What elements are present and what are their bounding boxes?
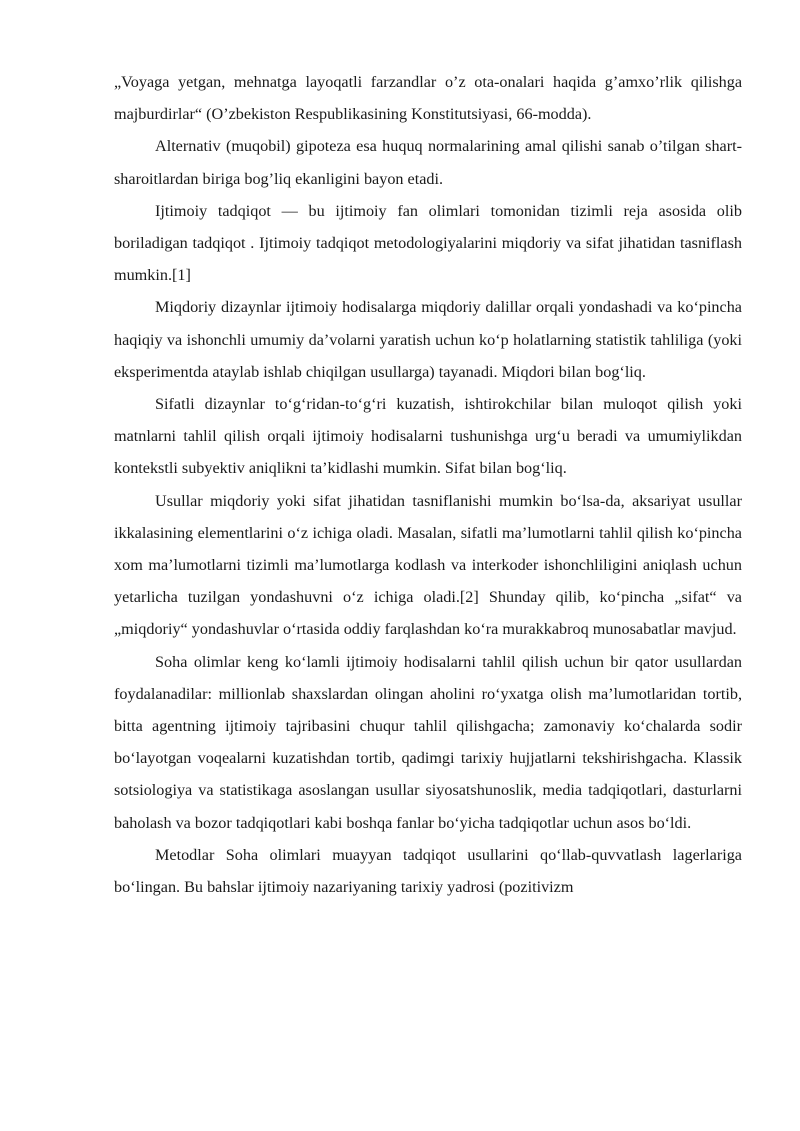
paragraph-quantitative-designs: Miqdoriy dizaynlar ijtimoiy hodisalarga miqdoriy dalillar orqali yondashadi va ko‘pincha haqiqiy va ishonchli umumiy da’volarni yaratish uchun ko‘p holatlarning statistik tahliliga (yoki eksperimentda ataylab ishlab chiqilgan usullarga) tayanadi. Miqdori bilan bog‘liq. xyxy=(114,298,742,381)
paragraph-social-research-definition: Ijtimoiy tadqiqot — bu ijtimoiy fan olimlari tomonidan tizimli reja asosida olib boriladigan tadqiqot . Ijtimoiy tadqiqot metodologiyalarini miqdoriy va sifat jihatidan tasniflash mumkin.[1] xyxy=(114,201,742,285)
paragraph-methods-camps: Metodlar Soha olimlari muayyan tadqiqot usullarini qo‘llab-quvvatlash lagerlariga bo‘lingan. Bu bahslar ijtimoiy nazariyaning tarixiy yadrosi (pozitivizm xyxy=(114,845,742,897)
paragraph-alternative-hypothesis: Alternativ (muqobil) gipoteza esa huquq normalarining amal qilishi sanab o’tilgan shart-sharoitlardan biriga bog’liq ekanligini bayon etadi. xyxy=(114,137,742,188)
document-body xyxy=(114,66,742,903)
paragraph-range-of-methods: Soha olimlar keng ko‘lamli ijtimoiy hodisalarni tahlil qilish uchun bir qator usullardan foydalanadilar: millionlab shaxslardan olingan aholini ro‘yxatga olish ma’lumotlaridan tortib, bitta agentning ijtimoiy tajribasini chuqur tahlil qilishgacha; zamonaviy ko‘chalarda sodir bo‘layotgan voqealarni kuzatishdan tortib, qadimgi tarixiy hujjatlarni tekshirishgacha. Klassik sotsiologiya va statistikaga asoslangan usullar siyosatshunoslik, media tadqiqotlari, dasturlarni baholash va bozor tadqiqotlari kabi boshqa fanlar bo‘yicha tadqiqotlar uchun asos bo‘ldi. xyxy=(114,652,742,832)
paragraph-qualitative-designs: Sifatli dizaynlar to‘g‘ridan-to‘g‘ri kuzatish, ishtirokchilar bilan muloqot qilish yoki matnlarni tahlil qilish orqali ijtimoiy hodisalarni tushunishga urg‘u beradi va umumiylikdan kontekstli subyektiv aniqlikni ta’kidlashi mumkin. Sifat bilan bog‘liq. xyxy=(114,395,742,478)
paragraph-constitution-quote: „Voyaga yetgan, mehnatga layoqatli farzandlar o’z ota-onalari haqida g’amxo’rlik qilishga majburdirlar“ (O’zbekiston Respublikasining Konstitutsiyasi, 66-modda). xyxy=(114,73,742,124)
paragraph-mixed-methods: Usullar miqdoriy yoki sifat jihatidan tasniflanishi mumkin bo‘lsa-da, aksariyat usullar ikkalasining elementlarini o‘z ichiga oladi. Masalan, sifatli ma’lumotlarni tahlil qilish ko‘pincha xom ma’lumotlarni tizimli ma’lumotlarga kodlash va interkoder ishonchliligini aniqlash uchun yetarlicha tuzilgan yondashuvni o‘z ichiga oladi.[2] Shunday qilib, ko‘pincha „sifat“ va „miqdoriy“ yondashuvlar o‘rtasida oddiy farqlashdan ko‘ra murakkabroq munosabatlar mavjud. xyxy=(114,491,742,639)
